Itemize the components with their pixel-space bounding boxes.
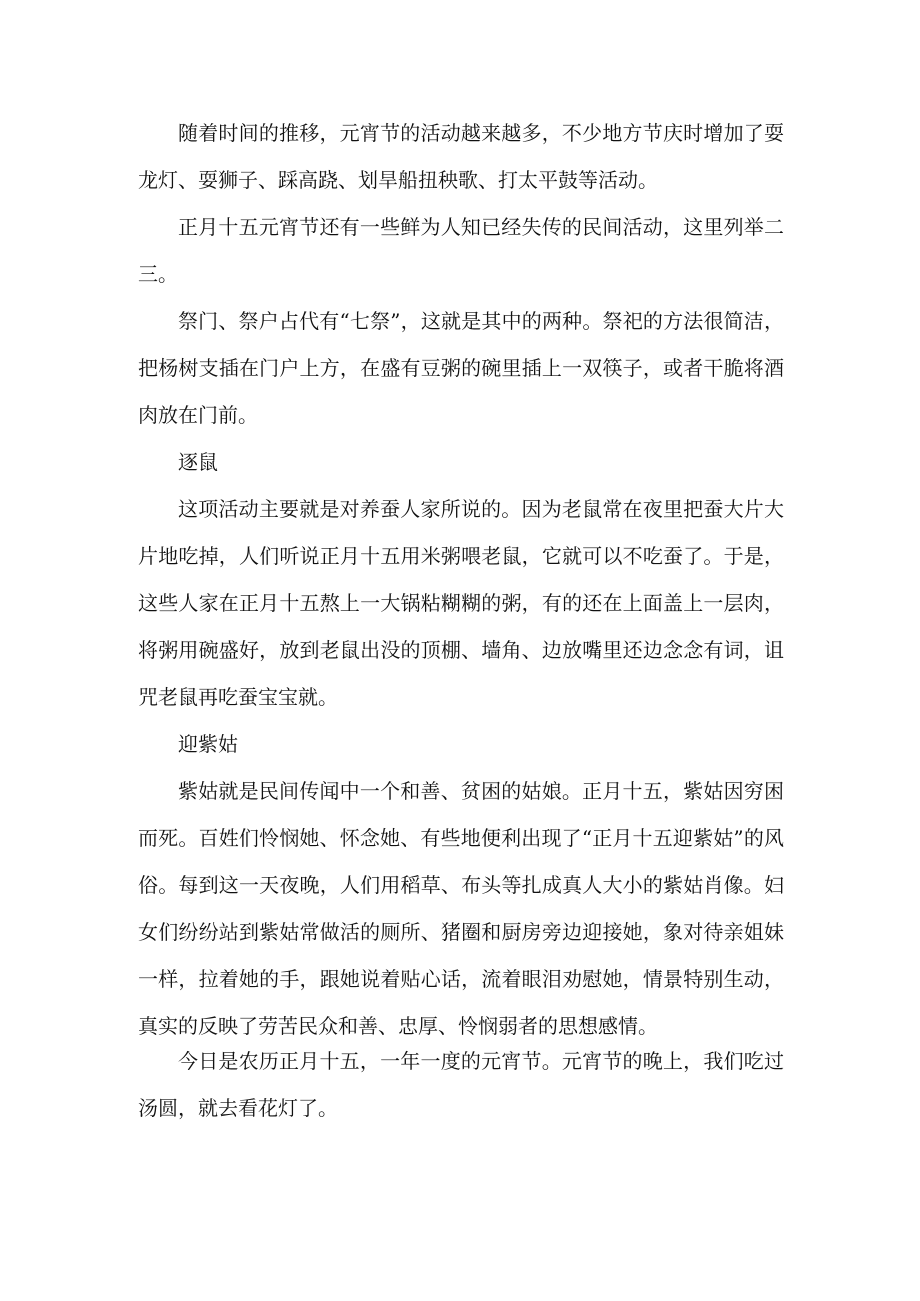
heading-welcoming-zigu: 迎紫姑: [178, 732, 238, 756]
paragraph-door-sacrifice: 祭门、祭户占代有“七祭”，这就是其中的两种。祭祀的方法很简洁，把杨树支插在门户上方，在盛有豆粥的碗里插上一双筷子，或者干脆将酒肉放在门前。: [138, 309, 784, 427]
paragraph-lantern-festival-today: 今日是农历正月十五，一年一度的元宵节。元宵节的晚上，我们吃过汤圆，就去看花灯了。: [138, 1049, 784, 1120]
paragraph-lost-customs: 正月十五元宵节还有一些鲜为人知已经失传的民间活动，这里列举二三。: [138, 215, 784, 286]
paragraph-chasing-rats: 这项活动主要就是对养蚕人家所说的。因为老鼠常在夜里把蚕大片大片地吃掉，人们听说正月十五用米粥喂老鼠，它就可以不吃蚕了。于是，这些人家在正月十五熬上一大锅粘糊糊的粥，有的还在上面盖上一层肉，将粥用碗盛好，放到老鼠出没的顶棚、墙角、边放嘴里还边念念有词，诅咒老鼠再吃蚕宝宝就。: [138, 497, 784, 709]
paragraph-activities: 随着时间的推移，元宵节的活动越来越多，不少地方节庆时增加了耍龙灯、耍狮子、踩高跷、划旱船扭秧歌、打太平鼓等活动。: [138, 121, 784, 192]
heading-chasing-rats: 逐鼠: [178, 450, 218, 474]
document-body: [138, 110, 784, 1132]
paragraph-welcoming-zigu: 紫姑就是民间传闻中一个和善、贫困的姑娘。正月十五，紫姑因穷困而死。百姓们怜悯她、怀念她、有些地便利出现了“正月十五迎紫姑”的风俗。每到这一天夜晚，人们用稻草、布头等扎成真人大小的紫姑肖像。妇女们纷纷站到紫姑常做活的厕所、猪圈和厨房旁边迎接她，象对待亲姐妹一样，拉着她的手，跟她说着贴心话，流着眼泪劝慰她，情景特别生动，真实的反映了劳苦民众和善、忠厚、怜悯弱者的思想感情。: [138, 779, 784, 1038]
